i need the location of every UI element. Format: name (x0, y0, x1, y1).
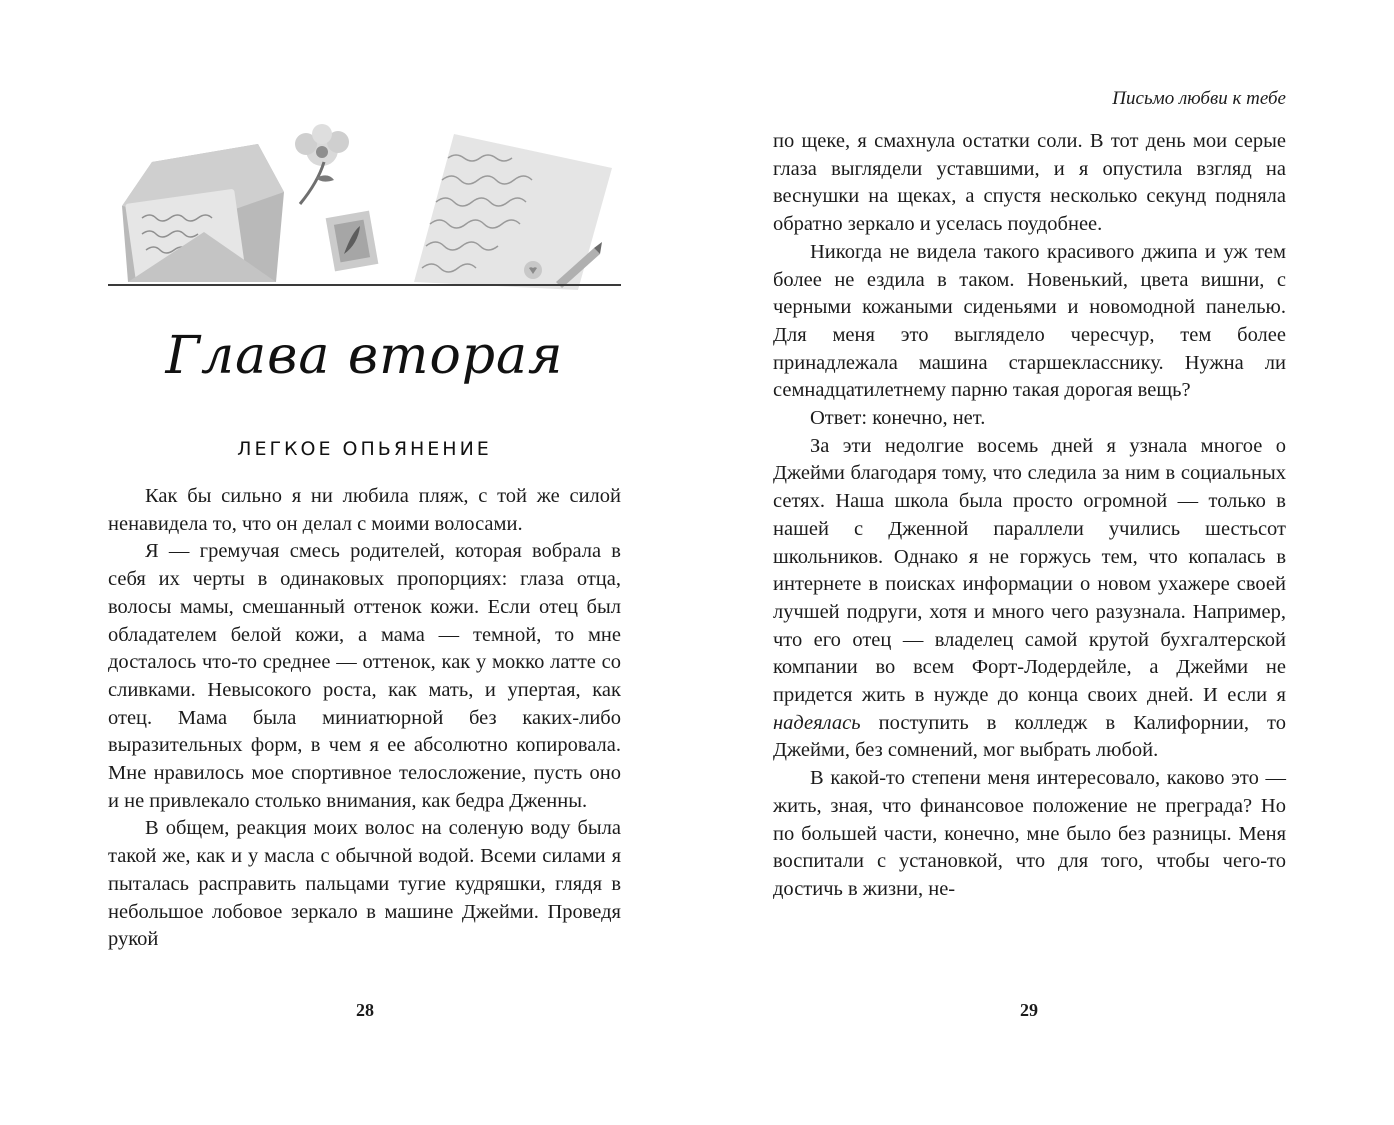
paragraph: Как бы сильно я ни любила пляж, с той же силой ненавидела то, что он делал с моими волосами. (108, 485, 621, 535)
paragraph-text: поступить в колледж в Калифорнии, то Джейми, без сомнений, мог выбрать любой. (773, 711, 1286, 762)
page-number: 29 (1020, 1000, 1038, 1020)
right-page (697, 0, 1394, 1125)
chapter-illustration (108, 122, 621, 292)
heart-icon (524, 261, 542, 279)
chapter-subtitle: ЛЕГКОЕ ОПЬЯНЕНИЕ (237, 438, 492, 460)
flower-icon (295, 124, 349, 204)
paragraph: В общем, реакция моих волос на соленую воду была такой же, как и у масла с обычной водой. Всеми силами я пыталась расправить пальцами тугие кудряшки, глядя в небольшое лобовое зеркало в машине Джейми. Проведя рукой (108, 817, 621, 951)
running-header: Письмо любви к тебе (1112, 88, 1286, 109)
paragraph: В какой-то степени меня интересовало, каково это — жить, зная, что финансовое положение не преграда? Но по большей части, конечно, мне было без разницы. Меня воспитали с установкой, что для того, чтобы чего-то достичь в жизни, не- (773, 767, 1286, 900)
paragraph: по щеке, я смахнула остатки соли. В тот день мои серые глаза выглядели уставшими, и я опустила взгляд на веснушки на щеках, а спустя несколько секунд подняла обратно зеркало и уселась поудобнее. (773, 130, 1286, 236)
paragraph: Я — гремучая смесь родителей, которая вобрала в себя их черты в одинаковых пропорциях: глаза отца, волосы мамы, смешанный оттенок кожи. Если отец был обладателем белой кожи, а мама — темной, то мне досталось что-то среднее — оттенок, как у мокко латте со сливками. Невысокого роста, как мать, и упертая, как отец. Мама была миниатюрной без каких-либо выразительных форм, в чем я ее абсолютно копировала. Мне нравилось мое спортивное телосложение, пусть оно и не привлекало столько внимания, как бедра Дженны. (108, 540, 621, 812)
paragraph: Никогда не видела такого красивого джипа и уж тем более не ездила в таком. Новенький, цвета вишни, с черными кожаными сиденьями и новомодной панелью. Для меня это выглядело чересчур, тем более принадлежала машина старшекласснику. Нужна ли семнадцатилетнему парню такая дорогая вещь? (773, 240, 1286, 402)
left-body-text (108, 483, 621, 954)
chapter-title: Глава вторая (165, 326, 564, 386)
envelope-icon (122, 144, 284, 282)
right-body-text (773, 128, 1286, 904)
emphasis-text: надеялась (773, 711, 861, 734)
page-number: 28 (356, 1000, 374, 1020)
paragraph-text: За эти недолгие восемь дней я узнала многое о Джейми благодаря тому, что следила за ним в социальных сетях. Наша школа была просто огромной — только в нашей с Дженной параллели учились шестьсот школьников. Однако я не горжусь тем, что копалась в интернете в поисках информации о новом ухажере своей лучшей подруги, хотя и много чего разузнала. Например, что его отец — владелец самой крутой бухгалтерской компании во всем Форт-Лодердейле, а Джейми не придется жить в нужде до конца своих дней. И если я (773, 434, 1286, 707)
paragraph (773, 433, 1286, 765)
chapter-divider (108, 284, 621, 286)
paragraph: Ответ: конечно, нет. (810, 407, 986, 430)
stamp-icon (326, 211, 379, 272)
